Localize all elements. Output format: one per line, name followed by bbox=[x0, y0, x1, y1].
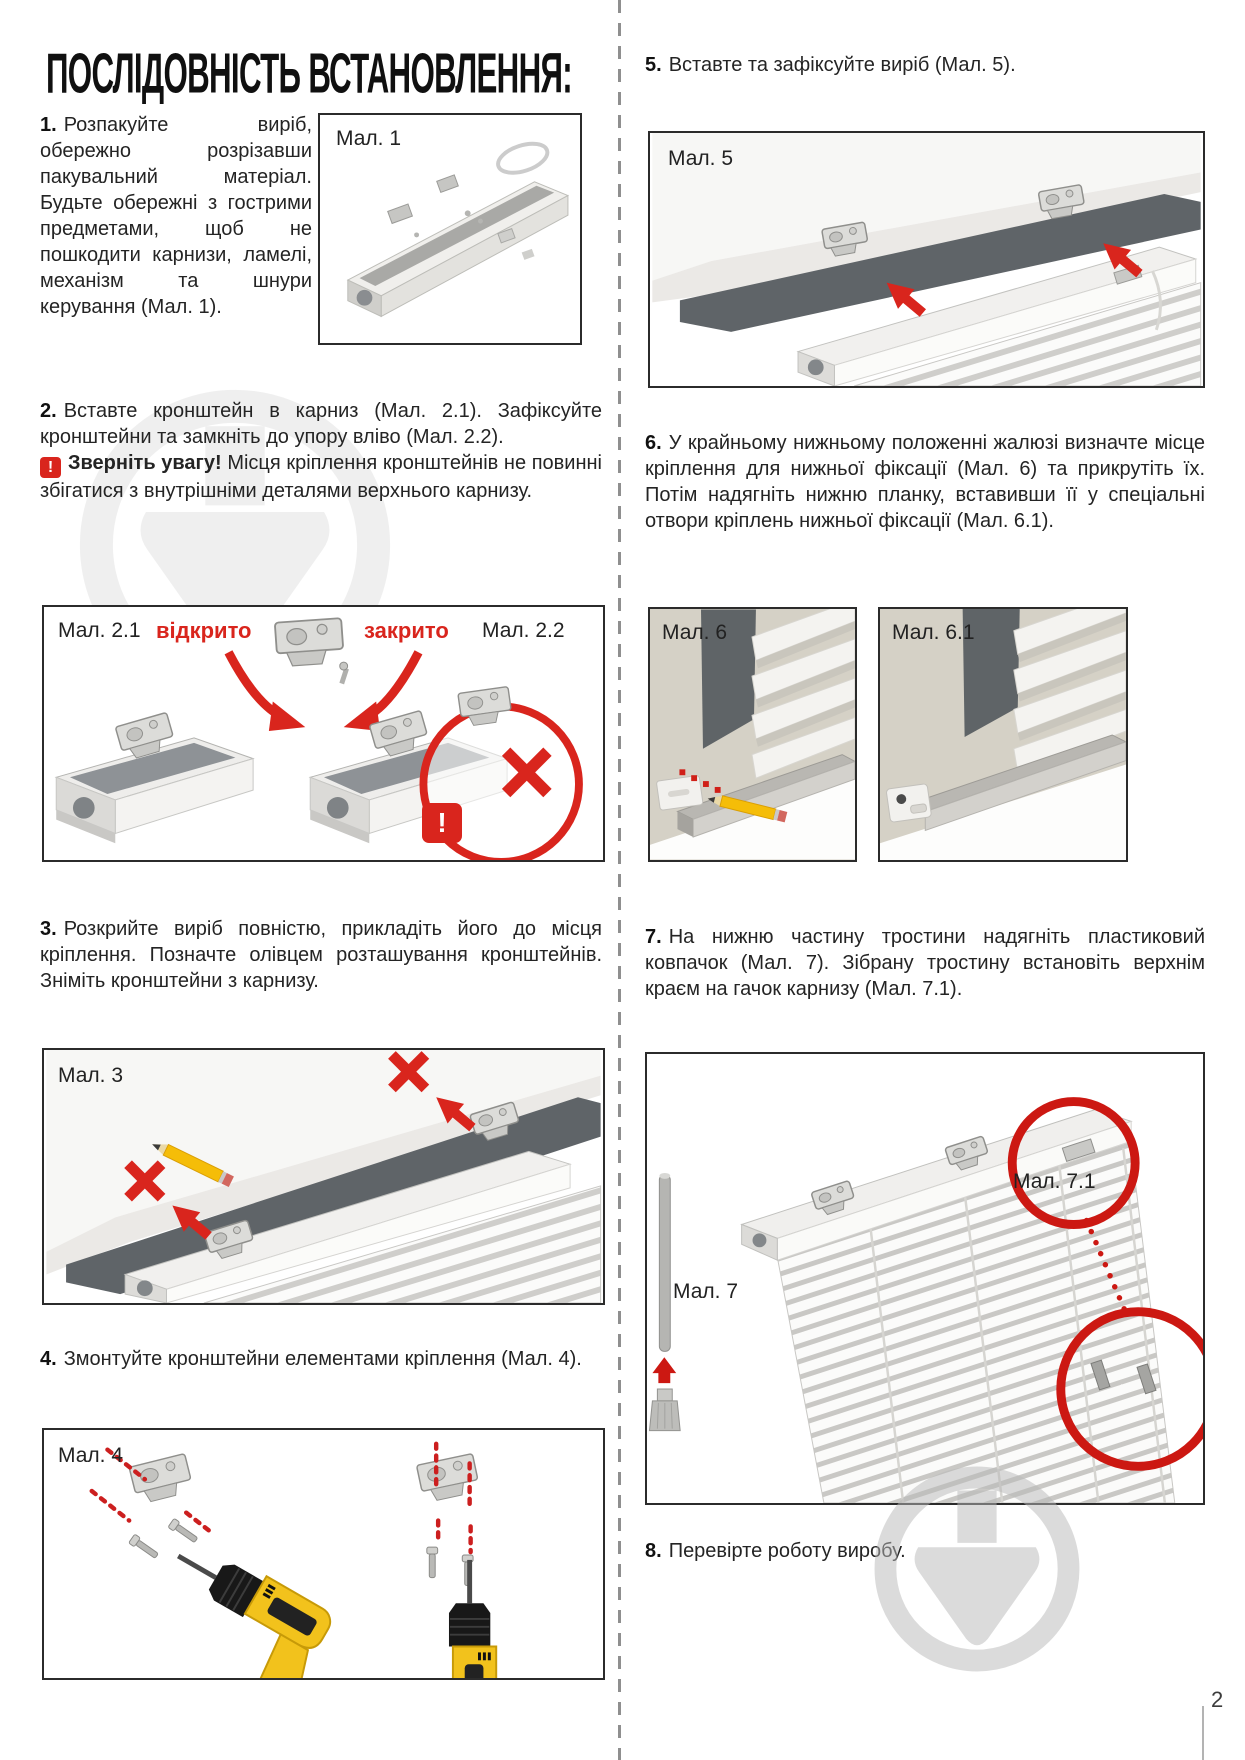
figure-6-1 bbox=[878, 607, 1128, 862]
step-text: На нижню частину тростини надягніть пластиковий ковпачок (Мал. 7). Зібрану тростину встановіть верхнім краєм на гачок карнизу (Мал. 7.1). bbox=[645, 926, 1205, 1000]
figure-7 bbox=[645, 1052, 1205, 1505]
figure-5-label: Мал. 5 bbox=[668, 147, 734, 170]
step-number: 2. bbox=[40, 400, 57, 422]
step-7-paragraph bbox=[645, 924, 1205, 1002]
figure-2-1-label: Мал. 2.1 bbox=[58, 619, 141, 642]
figure-4 bbox=[42, 1428, 605, 1680]
figure-3 bbox=[42, 1048, 605, 1305]
warning-icon: ! bbox=[40, 457, 61, 478]
figure-5 bbox=[648, 131, 1205, 388]
step-number: 6. bbox=[645, 432, 662, 454]
step-3-paragraph bbox=[40, 916, 602, 994]
column-divider bbox=[618, 0, 621, 1760]
step-6-paragraph bbox=[645, 430, 1205, 534]
figure-6 bbox=[648, 607, 857, 862]
step-text: Вставте та зафіксуйте виріб (Мал. 5). bbox=[668, 54, 1016, 76]
brand-watermark bbox=[868, 1460, 1086, 1678]
figure-6-1-art bbox=[880, 609, 1126, 860]
step-5-paragraph bbox=[645, 52, 1205, 78]
step-number: 1. bbox=[40, 114, 57, 136]
step-text: Розпакуйте виріб, обережно розрізавши пакувальний матеріал. Будьте обережні з гострими предметами, щоб не пошкодити карнизи, ламелі, механізм та шнури керування (Мал. 1). bbox=[40, 114, 312, 318]
warning-text: Місця кріплення кронштейнів не повинні збігатися з внутрішніми деталями верхнього карнизу. bbox=[40, 452, 603, 502]
figure-6-1-label: Мал. 6.1 bbox=[892, 621, 975, 644]
warning-icon: ! bbox=[422, 803, 462, 843]
figure-6-art bbox=[650, 609, 855, 860]
figure-1 bbox=[318, 113, 582, 345]
figure-2-art bbox=[44, 607, 603, 860]
step-text: У крайньому нижньому положенні жалюзі визначте місце кріплення для нижньої фіксації (Мал. 6) та прикрутіть їх. Потім надягніть нижню планку, вставивши її у спеціальні отвори кріплень нижньої фіксації (Мал. 6.1). bbox=[645, 432, 1205, 532]
page-number-rule bbox=[1202, 1706, 1204, 1760]
step-2-paragraph bbox=[40, 398, 602, 504]
step-2-warning bbox=[40, 450, 602, 504]
page-title: ПОСЛІДОВНІСТЬ ВСТАНОВЛЕННЯ: bbox=[46, 41, 573, 105]
warning-bold: Зверніть увагу! bbox=[68, 452, 222, 474]
figure-2 bbox=[42, 605, 605, 862]
figure-7-art bbox=[647, 1054, 1203, 1503]
step-number: 4. bbox=[40, 1348, 57, 1370]
figure-2-open-label: відкрито bbox=[156, 618, 252, 643]
figure-2-2-label: Мал. 2.2 bbox=[482, 619, 565, 642]
step-4-paragraph bbox=[40, 1346, 602, 1372]
page-number: 2 bbox=[1211, 1687, 1224, 1712]
step-2-text-block bbox=[40, 398, 602, 450]
step-text: Перевірте роботу виробу. bbox=[668, 1540, 906, 1562]
step-number: 7. bbox=[645, 926, 662, 948]
figure-2-closed-label: закрито bbox=[364, 618, 449, 643]
step-text: Розкрийте виріб повністю, прикладіть його до місця кріплення. Позначте олівцем розташування кронштейнів. Зніміть кронштейни з карнизу. bbox=[40, 918, 602, 992]
step-number: 8. bbox=[645, 1540, 662, 1562]
figure-1-label: Мал. 1 bbox=[336, 127, 402, 150]
figure-4-art bbox=[44, 1430, 603, 1678]
step-number: 5. bbox=[645, 54, 662, 76]
step-text: Вставте кронштейн в карниз (Мал. 2.1). Зафіксуйте кронштейни та замкніть до упору вліво (Мал. 2.2). bbox=[40, 400, 602, 448]
figure-6-label: Мал. 6 bbox=[662, 621, 728, 644]
figure-7-1-label: Мал. 7.1 bbox=[1013, 1170, 1096, 1193]
figure-3-label: Мал. 3 bbox=[58, 1064, 124, 1087]
figure-7-label: Мал. 7 bbox=[673, 1280, 739, 1303]
figure-3-art bbox=[44, 1050, 603, 1303]
step-1-paragraph bbox=[40, 112, 312, 320]
step-text: Змонтуйте кронштейни елементами кріплення (Мал. 4). bbox=[63, 1348, 582, 1370]
figure-4-label: Мал. 4 bbox=[58, 1444, 124, 1467]
step-number: 3. bbox=[40, 918, 57, 940]
